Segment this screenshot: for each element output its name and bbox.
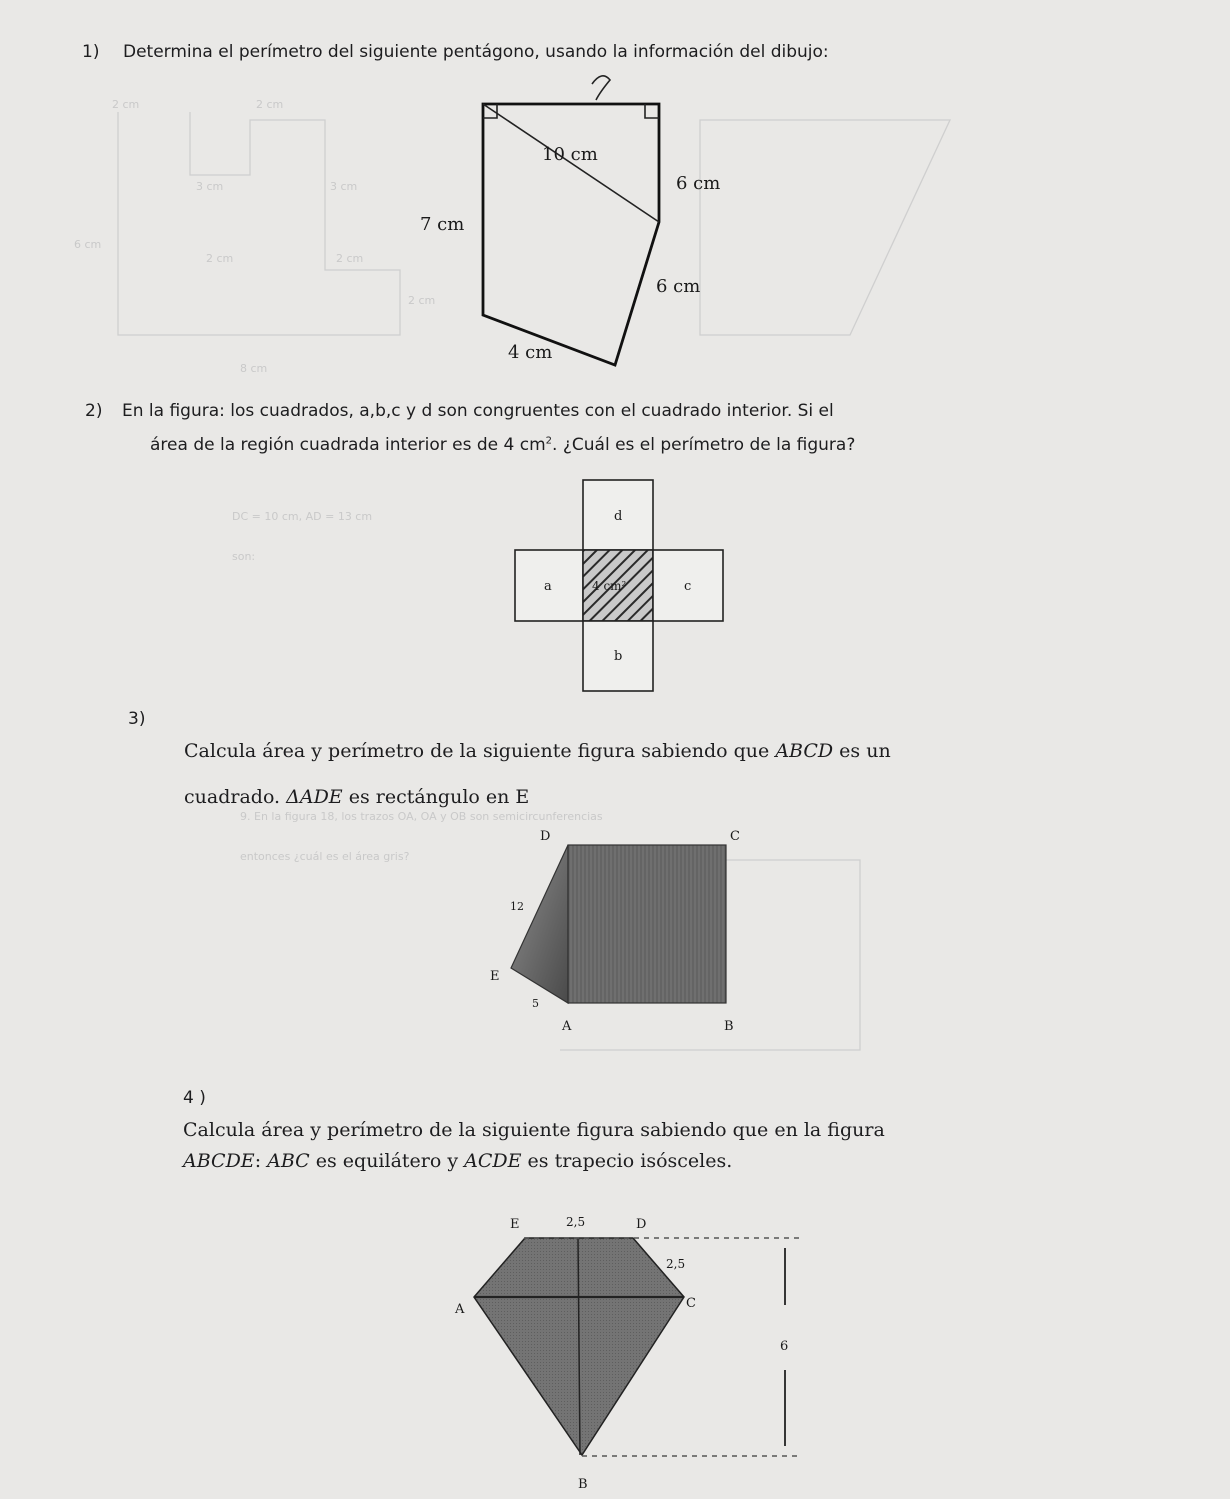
svg-text:8 cm: 8 cm xyxy=(240,362,268,375)
q1-text: Determina el perímetro del siguiente pentágono, usando la información del dibujo: xyxy=(123,42,829,62)
svg-text:3 cm: 3 cm xyxy=(330,180,358,193)
q4-label-e: E xyxy=(510,1217,520,1232)
q3-line2-a: cuadrado. xyxy=(184,786,287,808)
q2-line2-b: . ¿Cuál es el perímetro de la figura? xyxy=(552,435,856,455)
q4-label-ed: 2,5 xyxy=(566,1215,586,1229)
square-a-label: a xyxy=(544,579,552,594)
square-d-label: d xyxy=(614,509,623,524)
q1-number: 1) xyxy=(82,42,100,62)
svg-text:3 cm: 3 cm xyxy=(196,180,224,193)
q4-line2-e: ACDE xyxy=(464,1150,522,1172)
q1-label-right-bottom: 6 cm xyxy=(656,276,701,297)
q4-line2-b: : xyxy=(254,1150,268,1172)
svg-text:2 cm: 2 cm xyxy=(256,98,284,111)
square-center-label: 4 cm² xyxy=(592,579,627,593)
svg-text:entonces ¿cuál es el área gris: entonces ¿cuál es el área gris? xyxy=(240,850,410,863)
square-c-label: c xyxy=(684,579,692,594)
q3-line1-b: ABCD xyxy=(775,740,834,762)
svg-text:2 cm: 2 cm xyxy=(336,252,364,265)
q4-label-c: C xyxy=(686,1296,696,1311)
q1-label-right-top: 6 cm xyxy=(676,173,721,194)
q3-line1-a: Calcula área y perímetro de la siguiente figura sabiendo que xyxy=(184,740,776,762)
q2-line1: En la figura: los cuadrados, a,b,c y d son congruentes con el cuadrado interior. Si el xyxy=(122,401,834,421)
svg-text:9. En la figura 18, los trazos: 9. En la figura 18, los trazos OA, OA y OB son semicircunferencias xyxy=(240,810,603,823)
q1-label-left: 7 cm xyxy=(420,214,465,235)
q3-label-de: 12 xyxy=(510,900,524,913)
svg-text:DC = 10 cm, AD = 13 cm: DC = 10 cm, AD = 13 cm xyxy=(232,510,373,523)
q3-label-a: A xyxy=(562,1019,572,1034)
q2-line2-sup: 2 xyxy=(545,435,553,447)
q4-line1: Calcula área y perímetro de la siguiente figura sabiendo que en la figura xyxy=(183,1119,885,1141)
q1-label-bottom: 4 cm xyxy=(508,342,553,363)
q4-label-d: D xyxy=(636,1217,647,1232)
q2-number: 2) xyxy=(85,401,103,421)
q2-line2-a: área de la región cuadrada interior es de 4 cm xyxy=(150,435,546,455)
q3-number: 3) xyxy=(128,709,146,729)
q4-line2-c: ABC xyxy=(267,1150,310,1172)
q4-label-dc: 2,5 xyxy=(666,1257,686,1271)
svg-text:2 cm: 2 cm xyxy=(408,294,436,307)
square-b-label: b xyxy=(614,649,623,664)
q3-line1-c: es un xyxy=(833,740,891,762)
svg-text:2 cm: 2 cm xyxy=(206,252,234,265)
q3-label-e: E xyxy=(490,969,500,984)
svg-text:son:: son: xyxy=(232,550,256,563)
svg-text:6 cm: 6 cm xyxy=(74,238,102,251)
q1-label-top: 10 cm xyxy=(542,144,598,165)
q3-label-d: D xyxy=(540,829,551,844)
q4-number: 4 ) xyxy=(183,1088,206,1108)
q4-line2-d: es equilátero y xyxy=(309,1150,465,1172)
q4-label-a: A xyxy=(455,1302,465,1317)
q3-label-b: B xyxy=(724,1019,734,1034)
q3-label-c: C xyxy=(730,829,740,844)
q3-line2-c: es rectángulo en E xyxy=(342,786,530,808)
svg-text:2 cm: 2 cm xyxy=(112,98,140,111)
q3-line2-b: ΔADE xyxy=(286,786,343,808)
q4-label-b: B xyxy=(578,1477,588,1492)
q4-label-height: 6 xyxy=(780,1339,789,1354)
q4-line2-f: es trapecio isósceles. xyxy=(521,1150,733,1172)
q3-label-ea: 5 xyxy=(532,997,539,1010)
q4-line2-a: ABCDE xyxy=(183,1150,255,1172)
